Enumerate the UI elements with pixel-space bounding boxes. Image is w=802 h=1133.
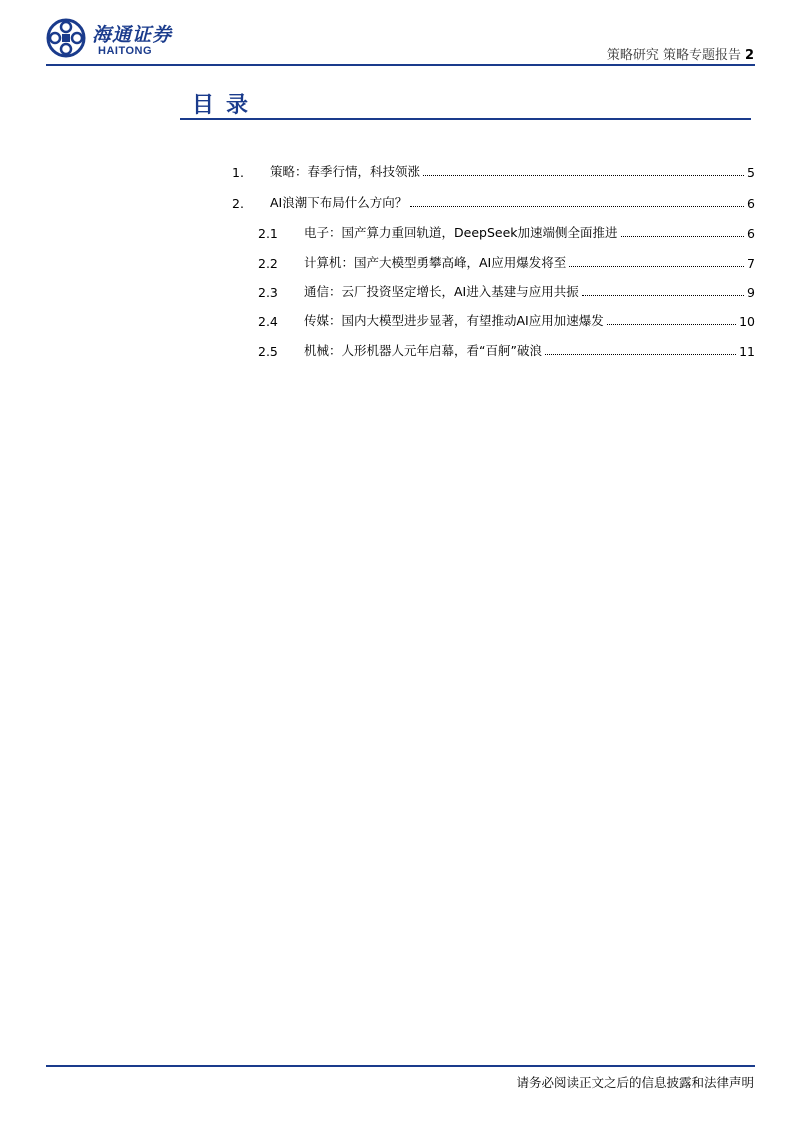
toc-leader-dots <box>410 206 744 207</box>
toc-entry-number: 2.1 <box>258 226 278 241</box>
toc-entry[interactable] <box>258 341 755 359</box>
toc-entry-text: 传媒：国内大模型进步显著，有望推动AI应用加速爆发 <box>304 313 604 328</box>
toc-entry-page: 11 <box>739 344 755 359</box>
haitong-logo <box>46 18 186 62</box>
toc-entry-page: 6 <box>747 226 755 241</box>
toc-leader-dots <box>545 354 736 355</box>
report-section: 策略研究 策略专题报告 <box>606 48 741 63</box>
toc-entry-page: 9 <box>747 285 755 300</box>
toc-entry-number: 2.2 <box>258 256 278 271</box>
toc-entry[interactable] <box>258 223 755 241</box>
toc-entry-number: 2.5 <box>258 344 278 359</box>
toc-entry[interactable] <box>232 193 755 211</box>
toc-entry[interactable] <box>258 253 755 271</box>
brand-name-cn: 海通证券 <box>92 24 173 46</box>
toc-entry-number: 2.4 <box>258 314 278 329</box>
toc-entry-text: 机械：人形机器人元年启幕，看“百舸”破浪 <box>304 343 542 358</box>
haitong-logo-icon <box>46 18 86 58</box>
toc-entry-text: 计算机：国产大模型勇攀高峰，AI应用爆发将至 <box>304 255 567 270</box>
toc-entry-page: 10 <box>739 314 755 329</box>
toc-entry-page: 5 <box>747 165 755 180</box>
toc-entry-text: 通信：云厂投资坚定增长，AI进入基建与应用共振 <box>304 284 579 299</box>
toc-entry[interactable] <box>232 162 755 180</box>
toc-title: 目录 <box>192 93 261 118</box>
brand-name-en: HAITONG <box>98 45 153 57</box>
toc-entry[interactable] <box>258 311 755 329</box>
toc-leader-dots <box>423 175 744 176</box>
header-section-label <box>607 44 754 63</box>
toc-title-divider <box>180 118 751 120</box>
toc-leader-dots <box>569 266 744 267</box>
toc-entry-page: 6 <box>747 196 755 211</box>
header-divider <box>46 64 755 66</box>
toc-entry[interactable] <box>258 282 755 300</box>
footer-divider <box>46 1065 755 1067</box>
toc-entry-page: 7 <box>747 256 755 271</box>
toc-entry-text: 策略：春季行情，科技领涨 <box>270 164 421 179</box>
toc-entry-number: 2.3 <box>258 285 278 300</box>
toc-leader-dots <box>607 324 736 325</box>
toc-leader-dots <box>582 295 744 296</box>
toc-entry-text: AI浪潮下布局什么方向？ <box>270 195 408 210</box>
toc-entry-text: 电子：国产算力重回轨道，DeepSeek加速端侧全面推进 <box>304 225 618 240</box>
toc-entry-number: 2. <box>232 196 244 211</box>
page-number: 2 <box>744 48 754 63</box>
toc-entry-number: 1. <box>232 165 244 180</box>
toc-leader-dots <box>621 236 745 237</box>
footer-disclaimer: 请务必阅读正文之后的信息披露和法律声明 <box>516 1075 754 1090</box>
